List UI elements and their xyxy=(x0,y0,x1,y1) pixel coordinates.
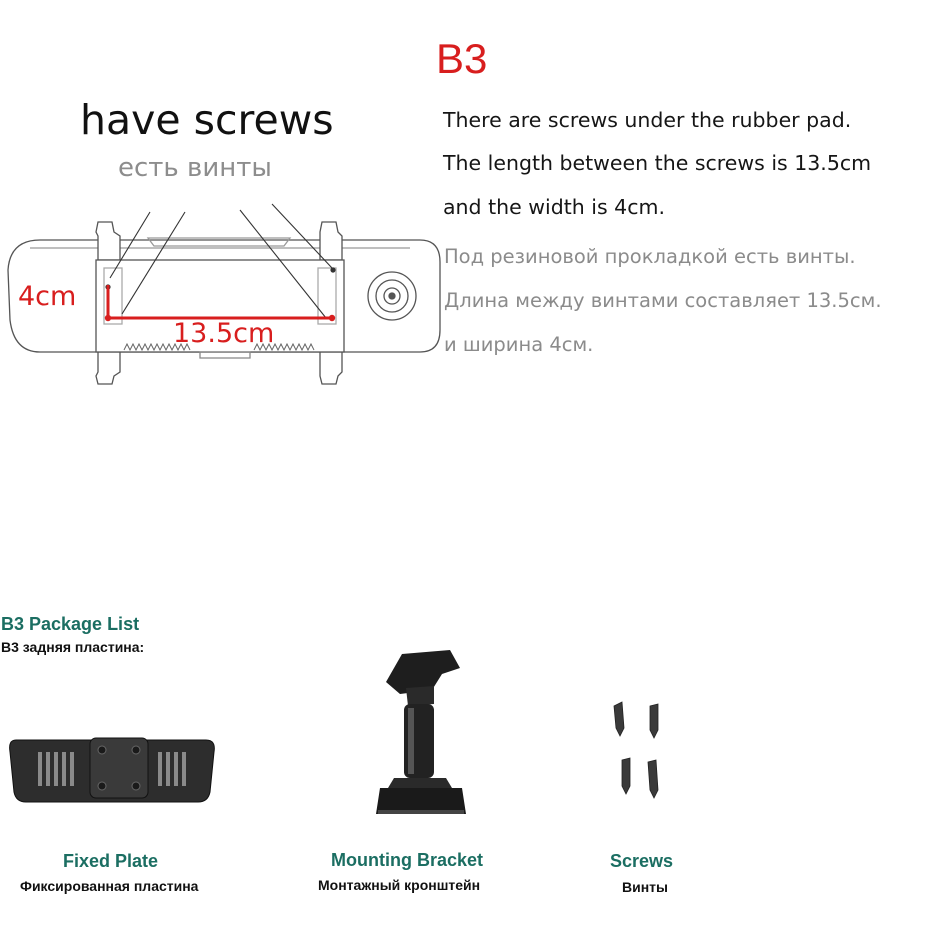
description-ru-line: и ширина 4см. xyxy=(444,333,594,356)
mounting-bracket-icon xyxy=(372,648,472,818)
description-ru-line: Под резиновой прокладкой есть винты. xyxy=(444,245,856,268)
package-list-title: B3 Package List xyxy=(1,614,140,634)
have-screws-heading: have screws xyxy=(80,96,334,144)
description-en-line: There are screws under the rubber pad. xyxy=(443,108,852,132)
item-label: Screws xyxy=(610,851,674,871)
item-sub-label: Фиксированная пластина xyxy=(20,878,199,894)
have-screws-heading-ru: есть винты xyxy=(118,153,272,183)
item-label: Mounting Bracket xyxy=(331,850,484,870)
item-label: Fixed Plate xyxy=(63,851,159,871)
width-label: 4cm xyxy=(18,281,77,312)
length-label: 13.5cm xyxy=(173,318,275,349)
fixed-plate-icon xyxy=(8,736,218,806)
item-sub-label: Винты xyxy=(622,879,668,895)
model-title: B3 xyxy=(436,35,488,82)
screw-dot xyxy=(330,267,335,272)
description-en-line: The length between the screws is 13.5cm xyxy=(443,151,872,175)
description-ru-line: Длина между винтами составляет 13.5см. xyxy=(444,289,882,312)
screws-icon xyxy=(610,700,670,800)
package-list-subtitle: B3 задняя пластина: xyxy=(1,639,145,655)
item-sub-label: Монтажный кронштейн xyxy=(318,877,481,893)
description-en-line: and the width is 4cm. xyxy=(443,195,665,219)
